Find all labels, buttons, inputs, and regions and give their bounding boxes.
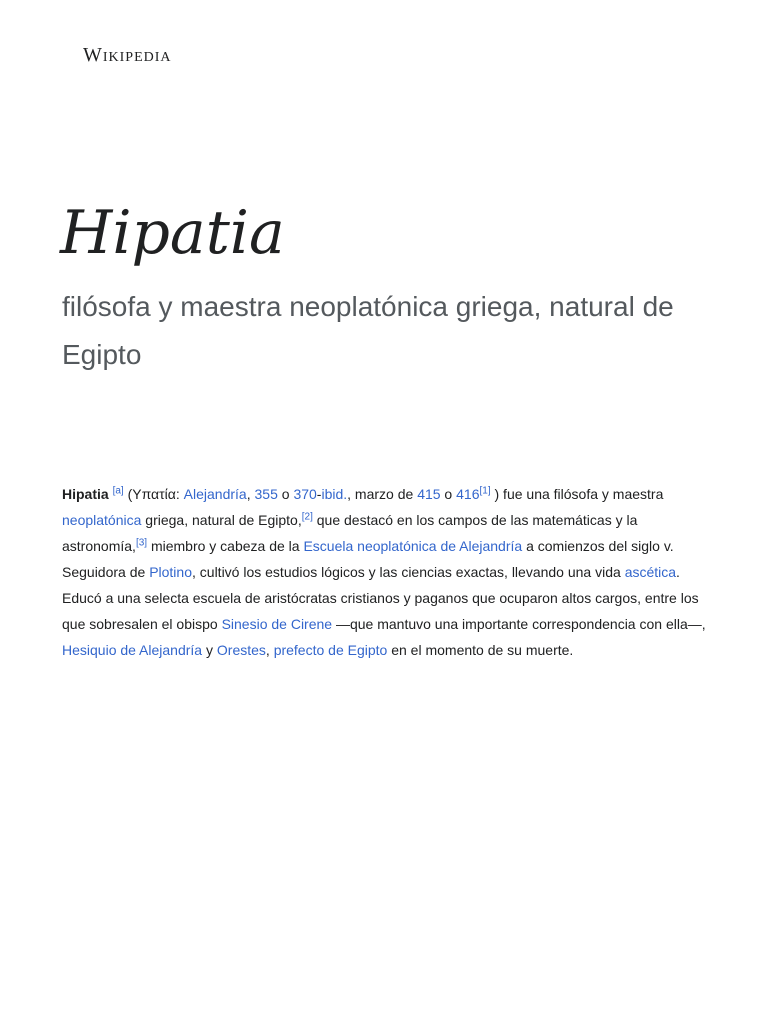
text-fields: que destacó en los campos de las matemáticas y la astronomía,: [62, 512, 638, 554]
page-subtitle: filósofa y maestra neoplatónica griega, natural de Egipto: [62, 291, 674, 370]
reference-1-link[interactable]: [1]: [479, 485, 491, 497]
text-separator: -: [316, 486, 322, 502]
text-membership: miembro y cabeza de la: [147, 538, 304, 554]
link-year-415[interactable]: 415: [417, 486, 441, 502]
link-year-355[interactable]: 355: [254, 486, 278, 502]
link-hesiquio[interactable]: Hesiquio de Alejandría: [62, 642, 203, 658]
wikipedia-wordmark[interactable]: Wikipedia: [83, 44, 172, 66]
link-sinesio-de-cirene[interactable]: Sinesio de Cirene: [221, 616, 333, 632]
text-separator: y: [202, 642, 217, 658]
link-year-416[interactable]: 416: [456, 486, 480, 502]
link-prefecto-de-egipto[interactable]: prefecto de Egipto: [273, 642, 388, 658]
reference-1: [479, 485, 490, 496]
page-title: Hipatia: [60, 198, 285, 268]
link-ascetica[interactable]: ascética: [624, 564, 677, 580]
link-ibid[interactable]: ibid.: [321, 486, 348, 502]
text-separator: ,: [265, 642, 274, 658]
text-separator: o: [277, 486, 294, 502]
reference-3: [136, 537, 147, 548]
link-neoplatonica[interactable]: neoplatónica: [62, 512, 142, 528]
link-orestes[interactable]: Orestes: [216, 642, 266, 658]
text-separator: o: [440, 486, 457, 502]
link-alejandria[interactable]: Alejandría: [183, 486, 247, 502]
text-description: ) fue una filósofa y maestra: [490, 486, 664, 502]
reference-3-link[interactable]: [3]: [135, 537, 148, 549]
reference-2-link[interactable]: [2]: [301, 511, 313, 523]
text-ending: en el momento de su muerte.: [387, 642, 574, 658]
text-follower: a comienzos del siglo v. Seguidora de: [62, 538, 674, 580]
article-lead-paragraph: [62, 481, 712, 663]
reference-a-link[interactable]: [a]: [112, 485, 124, 497]
text-death-date: , marzo de: [347, 486, 418, 502]
text-correspondence: —que mantuvo una importante correspondencia con ella—,: [332, 616, 706, 632]
text-school: . Educó a una selecta escuela de aristócratas cristianos y paganos que ocuparon altos cargos, entre los que sobresalen el obispo: [62, 564, 699, 632]
text-greek-name: (Υπατία:: [123, 486, 184, 502]
reference-a: [113, 485, 124, 496]
link-year-370[interactable]: 370: [293, 486, 317, 502]
reference-2: [302, 511, 313, 522]
text-origin: griega, natural de Egipto,: [141, 512, 302, 528]
text-studies: , cultivó los estudios lógicos y las ciencias exactas, llevando una vida: [192, 564, 625, 580]
link-escuela-neoplatonica[interactable]: Escuela neoplatónica de Alejandría: [303, 538, 523, 554]
article-name-bold: Hipatia: [62, 486, 109, 502]
text-separator: ,: [246, 486, 255, 502]
link-plotino[interactable]: Plotino: [149, 564, 192, 580]
